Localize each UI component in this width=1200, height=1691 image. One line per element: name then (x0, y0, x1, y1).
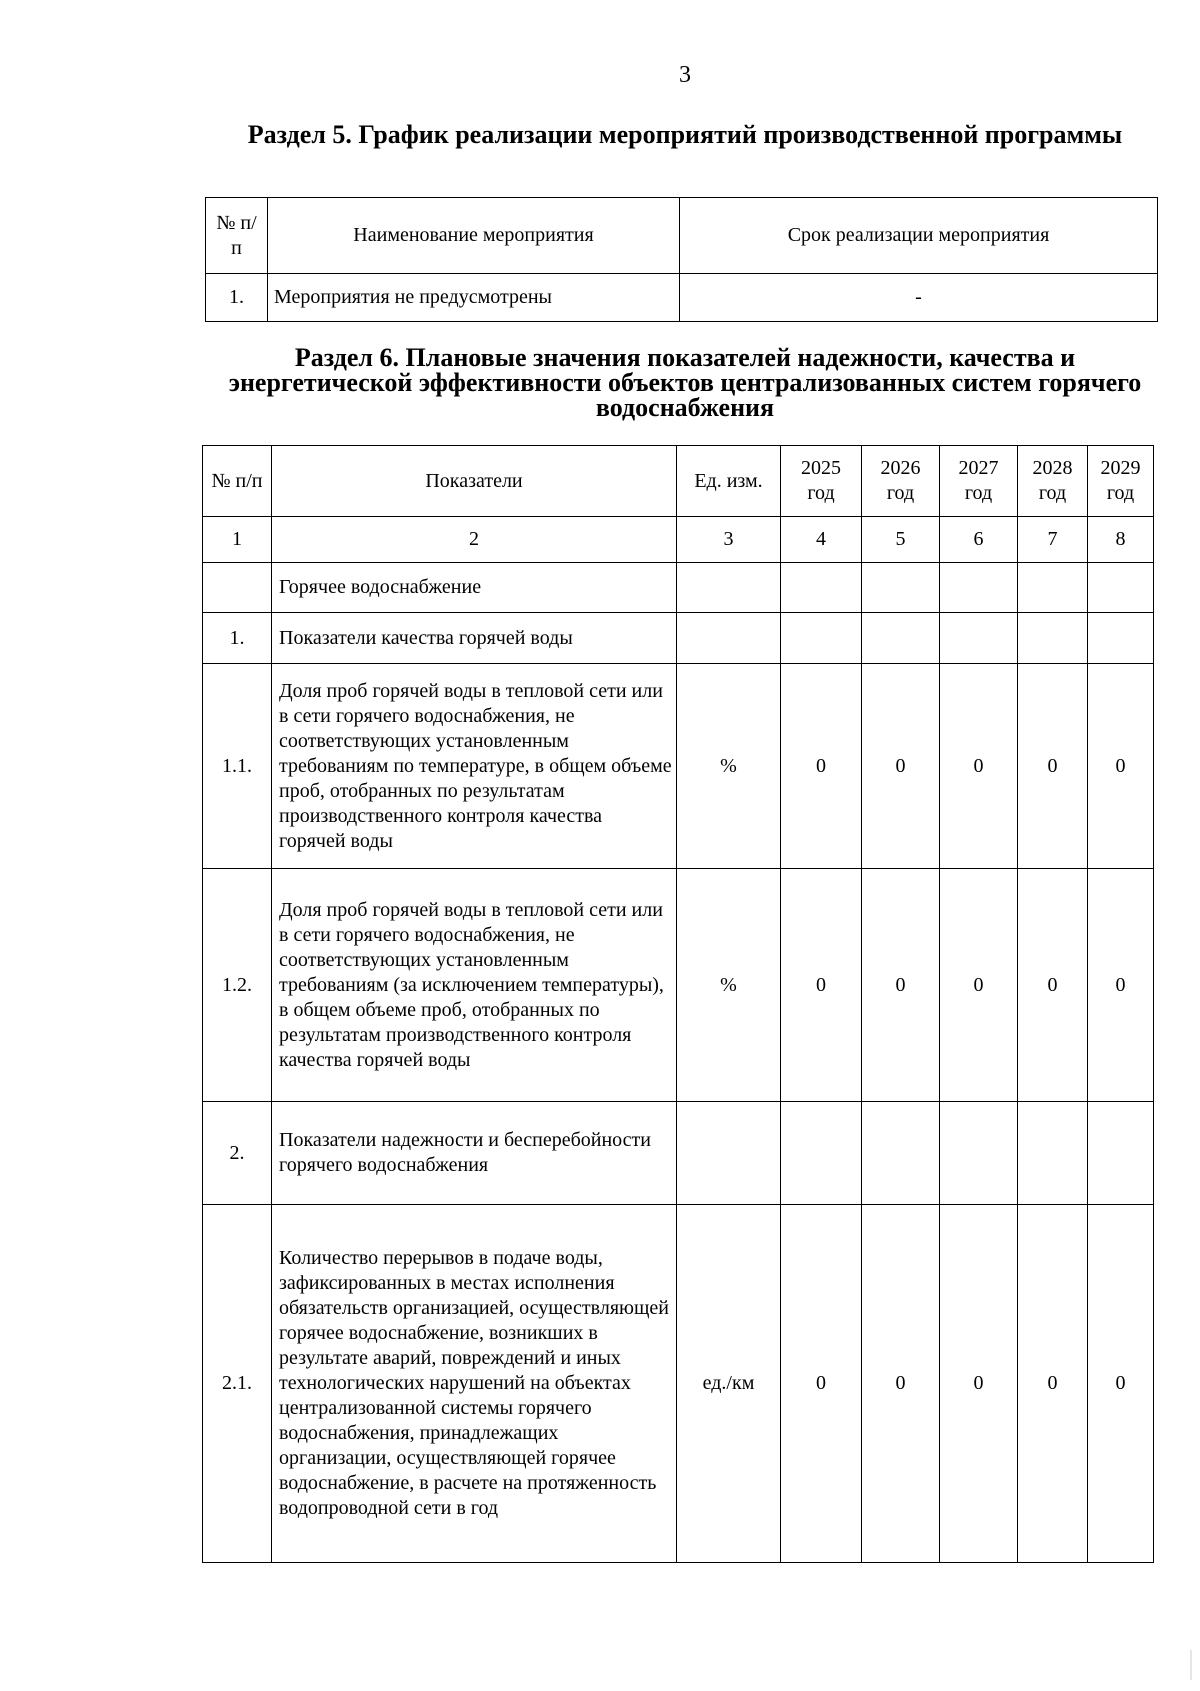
row-value (1088, 563, 1154, 613)
table-row (206, 274, 1158, 322)
row-indicator: Доля проб горячей воды в тепловой сети или в сети горячего водоснабжения, не соответствующих установленным требованиям (за исключением температуры), в общем объеме проб, отобранных по результатам производственного контроля качества горячей воды (272, 869, 677, 1102)
column-number: 8 (1088, 517, 1154, 563)
table-row (203, 563, 1154, 613)
header-event-name: Наименование мероприятия (268, 198, 680, 274)
row-indicator: Доля проб горячей воды в тепловой сети или в сети горячего водоснабжения, не соответствующих установленным требованиям по температуре, в общем объеме проб, отобранных по результатам производственного контроля качества горячей воды (272, 664, 677, 869)
row-num: 2.1. (203, 1205, 272, 1563)
row-value: 0 (940, 664, 1018, 869)
row-value (1018, 613, 1088, 664)
table-header-row (203, 446, 1154, 517)
row-value (781, 1102, 862, 1205)
column-number: 1 (203, 517, 272, 563)
row-value (862, 1102, 940, 1205)
row-value (1088, 1102, 1154, 1205)
row-value (1088, 613, 1154, 664)
row-unit (677, 563, 781, 613)
row-value: 0 (1018, 1205, 1088, 1563)
row-value (781, 613, 862, 664)
row-num: 1. (206, 274, 268, 322)
row-value: 0 (1088, 1205, 1154, 1563)
row-indicator: Горячее водоснабжение (272, 563, 677, 613)
row-value (781, 563, 862, 613)
scan-artifact (1190, 1650, 1192, 1680)
row-value: 0 (940, 869, 1018, 1102)
header-year-2029: 2029 год (1088, 446, 1154, 517)
row-num: 1. (203, 613, 272, 664)
column-number: 6 (940, 517, 1018, 563)
row-value (940, 1102, 1018, 1205)
table-row (203, 1205, 1154, 1563)
row-value: 0 (1018, 869, 1088, 1102)
row-num: 2. (203, 1102, 272, 1205)
row-num (203, 563, 272, 613)
row-value (862, 613, 940, 664)
row-value: 0 (1088, 869, 1154, 1102)
section6-title: Раздел 6. Плановые значения показателей надежности, качества и энергетической эффективности объектов централизованных систем горячего водоснабжения (228, 343, 1142, 422)
header-num: № п/п (206, 198, 268, 274)
row-value: 0 (862, 1205, 940, 1563)
column-numbers-row (203, 517, 1154, 563)
table-row (203, 869, 1154, 1102)
row-event-name: Мероприятия не предусмотрены (268, 274, 680, 322)
row-value: 0 (862, 664, 940, 869)
row-indicator: Количество перерывов в подаче воды, зафиксированных в местах исполнения обязательств организацией, осуществляющей горячее водоснабжение, возникших в результате аварий, повреждений и иных технологических нарушений на объектах централизованной системы горячего водоснабжения, принадлежащих организации, осуществляющей горячее водоснабжение, в расчете на протяженность водопроводной сети в год (272, 1205, 677, 1563)
column-number: 5 (862, 517, 940, 563)
header-unit: Ед. изм. (677, 446, 781, 517)
row-num: 1.1. (203, 664, 272, 869)
row-term: - (680, 274, 1158, 322)
row-unit: % (677, 869, 781, 1102)
row-value: 0 (862, 869, 940, 1102)
header-term: Срок реализации мероприятия (680, 198, 1158, 274)
header-num: № п/п (203, 446, 272, 517)
page-number: 3 (679, 62, 691, 88)
column-number: 7 (1018, 517, 1088, 563)
row-value (1018, 1102, 1088, 1205)
row-value: 0 (781, 869, 862, 1102)
row-value: 0 (940, 1205, 1018, 1563)
column-number: 3 (677, 517, 781, 563)
row-indicator: Показатели надежности и бесперебойности горячего водоснабжения (272, 1102, 677, 1205)
row-value (1018, 563, 1088, 613)
row-value: 0 (1018, 664, 1088, 869)
table-row (203, 1102, 1154, 1205)
row-value (940, 613, 1018, 664)
header-indicator: Показатели (272, 446, 677, 517)
header-year-2025: 2025 год (781, 446, 862, 517)
row-value (940, 563, 1018, 613)
header-year-2027: 2027 год (940, 446, 1018, 517)
column-number: 4 (781, 517, 862, 563)
section5-table (205, 197, 1158, 322)
header-year-2026: 2026 год (862, 446, 940, 517)
section6-table (202, 445, 1154, 1563)
row-value: 0 (1088, 664, 1154, 869)
section5-title: Раздел 5. График реализации мероприятий производственной программы (247, 120, 1123, 149)
column-number: 2 (272, 517, 677, 563)
table-row (203, 664, 1154, 869)
row-value (862, 563, 940, 613)
table-header-row (206, 198, 1158, 274)
row-unit: ед./км (677, 1205, 781, 1563)
row-value: 0 (781, 1205, 862, 1563)
row-unit: % (677, 664, 781, 869)
row-num: 1.2. (203, 869, 272, 1102)
table-row (203, 613, 1154, 664)
row-indicator: Показатели качества горячей воды (272, 613, 677, 664)
header-year-2028: 2028 год (1018, 446, 1088, 517)
row-value: 0 (781, 664, 862, 869)
row-unit (677, 613, 781, 664)
row-unit (677, 1102, 781, 1205)
